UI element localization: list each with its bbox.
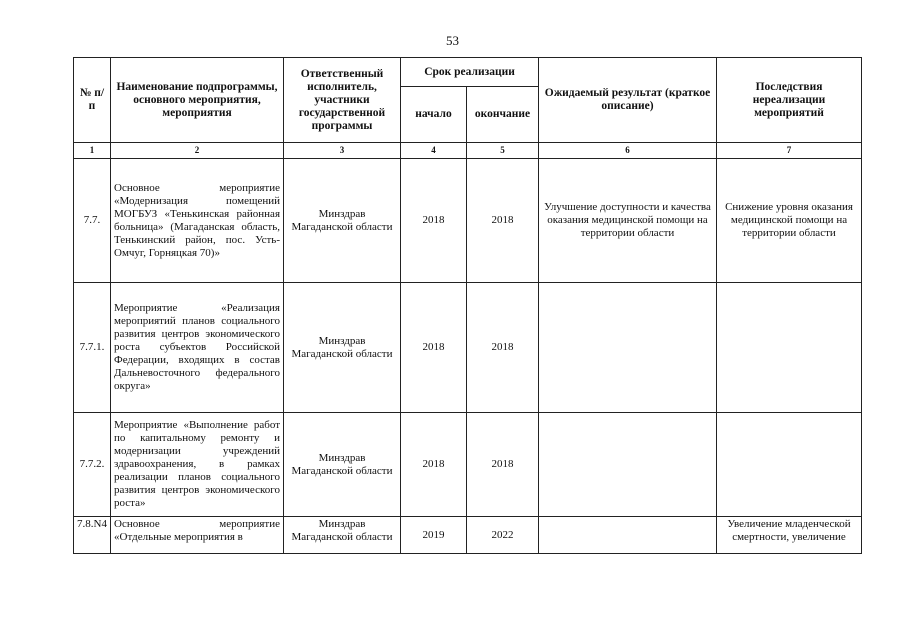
header-start: начало — [401, 87, 467, 143]
row-result — [539, 283, 717, 413]
row-executor: Минздрав Магаданской области — [284, 517, 401, 554]
row-name: Мероприятие «Выполнение работ по капитальному ремонту и модернизации учреждений здравоохранения, в рамках реализации планов социального развития центров экономического роста» — [111, 413, 284, 517]
column-number: 6 — [539, 143, 717, 159]
row-start: 2018 — [401, 413, 467, 517]
header-period: Срок реализации — [401, 58, 539, 87]
header-consequences: Последствия нереализации мероприятий — [717, 58, 862, 143]
header-row — [74, 58, 862, 87]
row-start: 2018 — [401, 159, 467, 283]
column-number: 5 — [467, 143, 539, 159]
header-num: № п/п — [74, 58, 111, 143]
row-number: 7.7.2. — [74, 413, 111, 517]
row-end: 2022 — [467, 517, 539, 554]
table-row — [74, 283, 862, 413]
column-number: 7 — [717, 143, 862, 159]
row-end: 2018 — [467, 413, 539, 517]
column-number: 1 — [74, 143, 111, 159]
row-name: Основное мероприятие «Модернизация помещений МОГБУЗ «Тенькинская районная больница» (Магаданская область, Тенькинский район, пос. Усть-Омчуг, Горняцкая 70)» — [111, 159, 284, 283]
program-table — [73, 57, 862, 554]
row-consequences — [717, 413, 862, 517]
row-start: 2018 — [401, 283, 467, 413]
row-name: Основное мероприятие «Отдельные мероприятия в — [111, 517, 284, 554]
row-consequences: Снижение уровня оказания медицинской помощи на территории области — [717, 159, 862, 283]
row-consequences — [717, 283, 862, 413]
table-row — [74, 517, 862, 554]
row-number: 7.8.N4 — [74, 517, 111, 554]
row-result: Улучшение доступности и качества оказания медицинской помощи на территории области — [539, 159, 717, 283]
row-result — [539, 413, 717, 517]
header-executor: Ответственный исполнитель, участники государственной программы — [284, 58, 401, 143]
column-number: 2 — [111, 143, 284, 159]
page-number: 53 — [446, 33, 459, 48]
row-number: 7.7.1. — [74, 283, 111, 413]
row-end: 2018 — [467, 283, 539, 413]
header-result: Ожидаемый результат (краткое описание) — [539, 58, 717, 143]
row-start: 2019 — [401, 517, 467, 554]
row-end: 2018 — [467, 159, 539, 283]
column-numbers-row — [74, 143, 862, 159]
row-name: Мероприятие «Реализация мероприятий планов социального развития центров экономического роста субъектов Российской Федерации, входящих в состав Дальневосточного федерального округа» — [111, 283, 284, 413]
row-executor: Минздрав Магаданской области — [284, 283, 401, 413]
table-row — [74, 413, 862, 517]
row-consequences: Увеличение младенческой смертности, увеличение — [717, 517, 862, 554]
row-executor: Минздрав Магаданской области — [284, 413, 401, 517]
column-number: 4 — [401, 143, 467, 159]
row-result — [539, 517, 717, 554]
table-row — [74, 159, 862, 283]
row-executor: Минздрав Магаданской области — [284, 159, 401, 283]
column-number: 3 — [284, 143, 401, 159]
header-name: Наименование подпрограммы, основного мероприятия, мероприятия — [111, 58, 284, 143]
row-number: 7.7. — [74, 159, 111, 283]
header-end: окончание — [467, 87, 539, 143]
